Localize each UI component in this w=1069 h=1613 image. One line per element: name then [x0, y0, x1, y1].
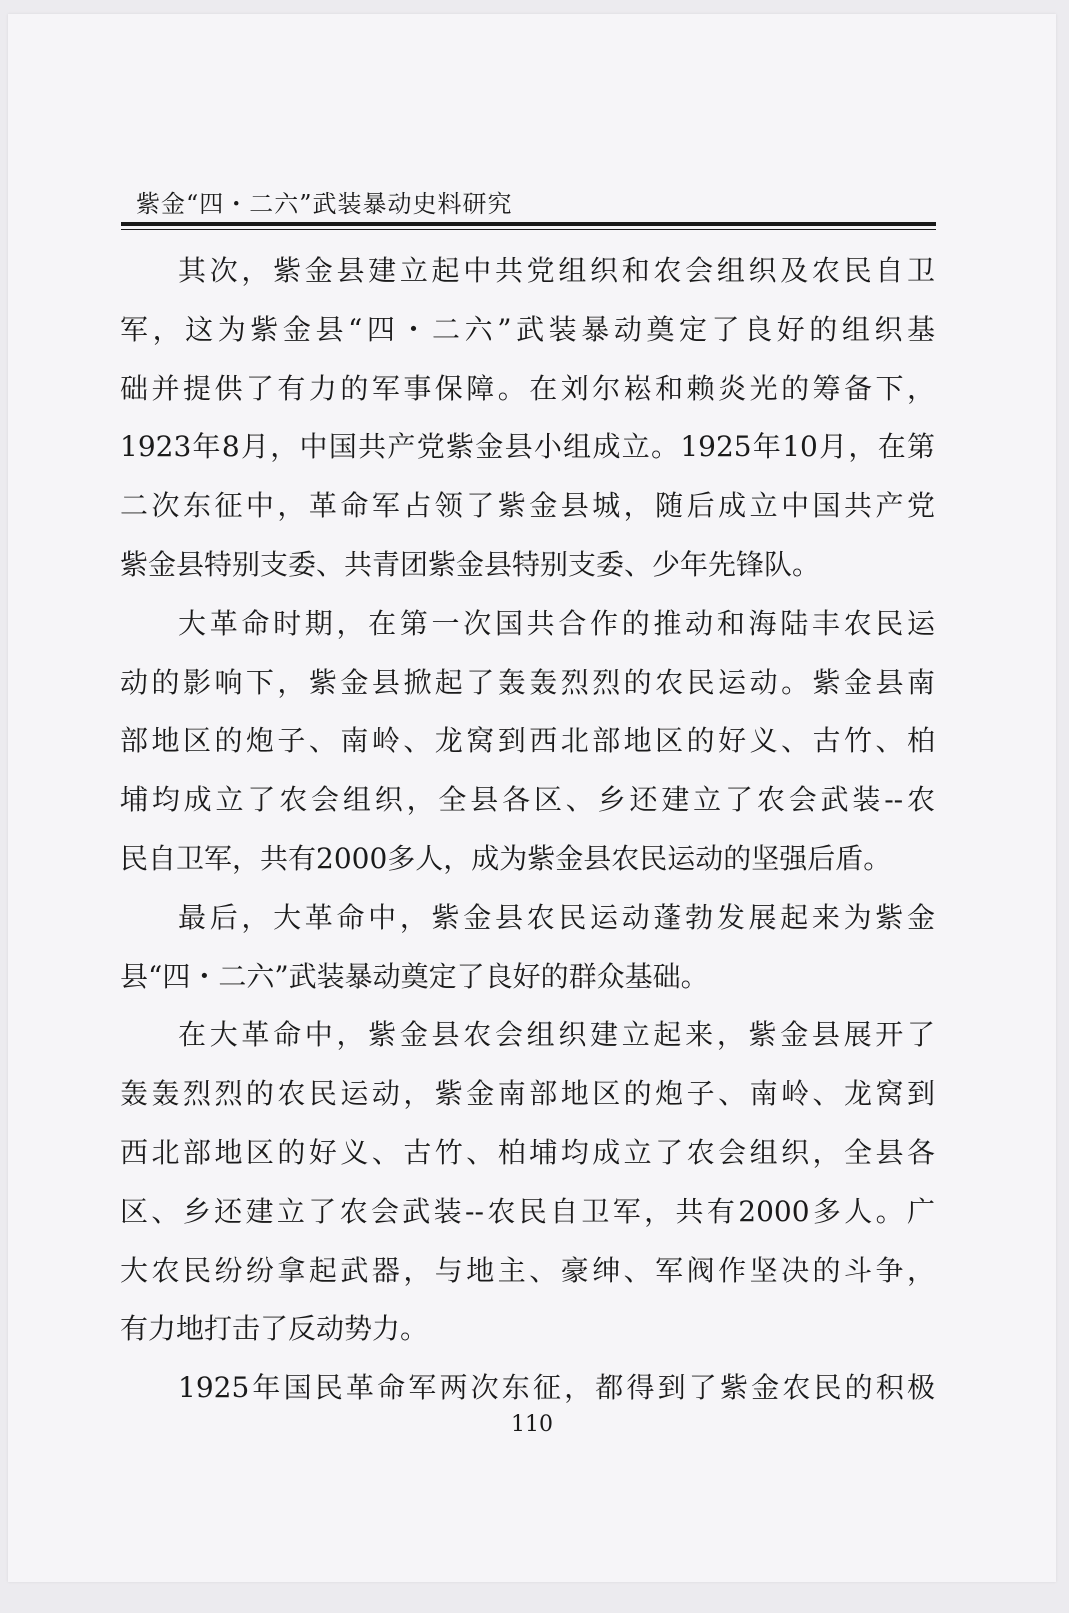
text-line: 区、乡还建立了农会武装--农民自卫军，共有2000多人。广 — [120, 1194, 935, 1228]
text-line: 在大革命中，紫金县农会组织建立起来，紫金县展开了 — [178, 1018, 935, 1052]
text-line: 1925年国民革命军两次东征，都得到了紫金农民的积极 — [178, 1371, 935, 1405]
text-line: 轰轰烈烈的农民运动，紫金南部地区的炮子、南岭、龙窝到 — [120, 1077, 935, 1111]
book-page — [8, 14, 1056, 1582]
running-head-title: 紫金“四・二六”武装暴动史料研究 — [136, 190, 513, 218]
text-line: 埔均成立了农会组织，全县各区、乡还建立了农会武装--农 — [120, 783, 935, 817]
header-rule-thick — [121, 222, 936, 226]
text-line: 民自卫军，共有2000多人，成为紫金县农民运动的坚强后盾。 — [120, 841, 892, 875]
text-line: 大农民纷纷拿起武器，与地主、豪绅、军阀作坚决的斗争， — [120, 1253, 935, 1287]
text-line: 县“四・二六”武装暴动奠定了良好的群众基础。 — [120, 959, 709, 993]
text-line: 有力地打击了反动势力。 — [120, 1312, 429, 1346]
text-line: 最后，大革命中，紫金县农民运动蓬勃发展起来为紫金 — [178, 900, 935, 934]
page-number: 110 — [511, 1412, 553, 1437]
text-line: 二次东征中，革命军占领了紫金县城，随后成立中国共产党 — [120, 489, 935, 523]
text-line: 西北部地区的好义、古竹、柏埔均成立了农会组织，全县各 — [120, 1135, 935, 1169]
text-line: 础并提供了有力的军事保障。在刘尔崧和赖炎光的筹备下， — [120, 371, 935, 405]
text-line: 大革命时期，在第一次国共合作的推动和海陆丰农民运 — [178, 606, 935, 640]
body-text — [120, 242, 935, 1418]
text-line: 其次，紫金县建立起中共党组织和农会组织及农民自卫 — [178, 254, 935, 287]
text-line: 部地区的炮子、南岭、龙窝到西北部地区的好义、古竹、柏 — [120, 724, 935, 758]
text-line: 军，这为紫金县“四・二六”武装暴动奠定了良好的组织基 — [120, 312, 935, 346]
text-line: 紫金县特别支委、共青团紫金县特别支委、少年先锋队。 — [120, 547, 821, 581]
text-line: 1923年8月，中国共产党紫金县小组成立。1925年10月，在第 — [120, 430, 935, 464]
text-line: 动的影响下，紫金县掀起了轰轰烈烈的农民运动。紫金县南 — [120, 665, 935, 699]
header-rule-thin — [121, 229, 936, 230]
